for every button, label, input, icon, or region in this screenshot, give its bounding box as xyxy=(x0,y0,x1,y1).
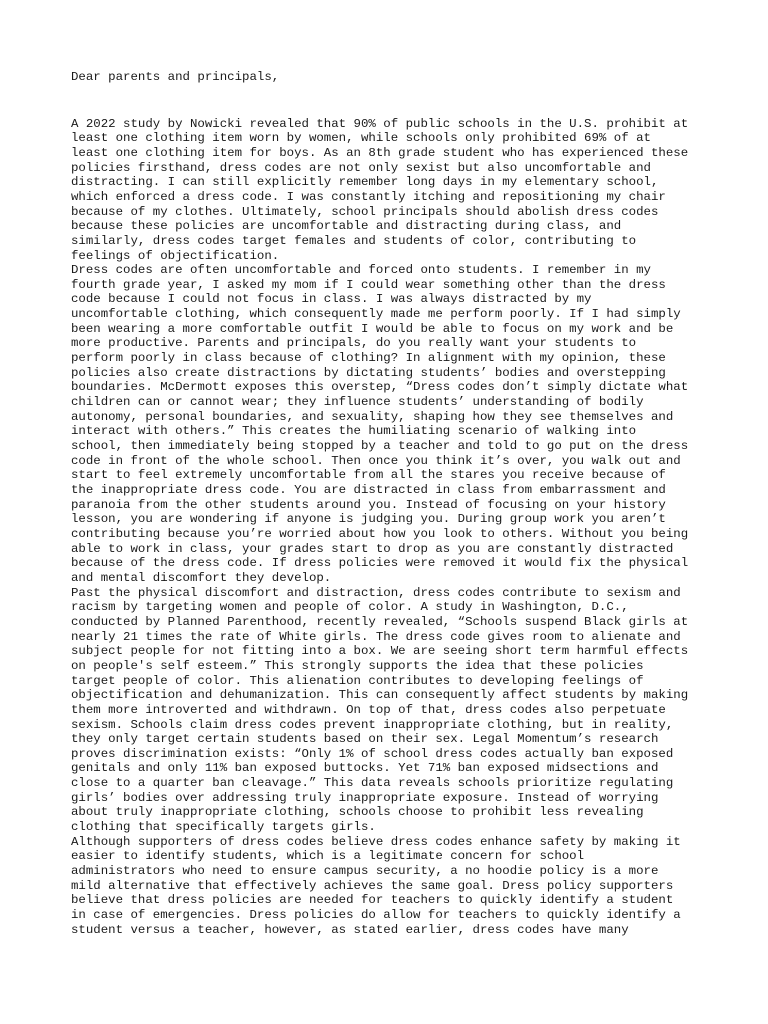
text-line: because these policies are uncomfortable and distracting during class, and xyxy=(71,219,622,234)
text-line: school, then immediately being stopped by a teacher and told to go put on the dress xyxy=(71,439,689,454)
text-line: uncomfortable clothing, which consequently made me perform poorly. If I had simply xyxy=(71,307,681,322)
text-line: paranoia from the other students around you. Instead of focusing on your history xyxy=(71,497,666,512)
text-line: Past the physical discomfort and distraction, dress codes contribute to sexism and xyxy=(71,585,681,600)
text-line: target people of color. This alienation contributes to developing feelings of xyxy=(71,673,644,688)
text-line: because of my clothes. Ultimately, school principals should abolish dress codes xyxy=(71,204,659,219)
text-line: interact with others.” This creates the humiliating scenario of walking into xyxy=(71,424,637,439)
text-line: boundaries. McDermott exposes this overstep, “Dress codes don’t simply dictate what xyxy=(71,380,689,395)
text-line: believe that dress policies are needed for teachers to quickly identify a student xyxy=(71,893,674,908)
text-line: fourth grade year, I asked my mom if I could wear something other than the dress xyxy=(71,277,666,292)
text-line: least one clothing item for boys. As an 8th grade student who has experienced these xyxy=(71,145,689,160)
text-line: which enforced a dress code. I was constantly itching and repositioning my chair xyxy=(71,189,666,204)
text-line: easier to identify students, which is a legitimate concern for school xyxy=(71,849,585,864)
text-line: clothing that specifically targets girls. xyxy=(71,820,376,835)
text-line: lesson, you are wondering if anyone is judging you. During group work you aren’t xyxy=(71,512,666,527)
text-line: Dress codes are often uncomfortable and forced onto students. I remember in my xyxy=(71,263,651,278)
text-line: objectification and dehumanization. This can consequently affect students by making xyxy=(71,688,689,703)
text-line: more productive. Parents and principals, do you really want your students to xyxy=(71,336,637,351)
text-line: children can or cannot wear; they influence students’ understanding of bodily xyxy=(71,395,644,410)
text-line: in case of emergencies. Dress policies do allow for teachers to quickly identify a xyxy=(71,908,681,923)
text-line: them more introverted and withdrawn. On top of that, dress codes also perpetuate xyxy=(71,702,666,717)
text-line: genitals and only 11% ban exposed buttocks. Yet 71% ban exposed midsections and xyxy=(71,761,659,776)
text-line: because of the dress code. If dress policies were removed it would fix the physical xyxy=(71,556,689,571)
text-line: code in front of the whole school. Then once you think it’s over, you walk out and xyxy=(71,453,681,468)
text-line: and mental discomfort they develop. xyxy=(71,570,332,585)
letter-body xyxy=(71,117,711,938)
text-line: close to a quarter ban cleavage.” This data reveals schools prioritize regulating xyxy=(71,776,674,791)
text-line: autonomy, personal boundaries, and sexuality, shaping how they see themselves and xyxy=(71,409,674,424)
text-line: code because I could not focus in class. I was always distracted by my xyxy=(71,292,592,307)
text-line: A 2022 study by Nowicki revealed that 90% of public schools in the U.S. prohibit at xyxy=(71,116,689,131)
text-line: proves discrimination exists: “Only 1% of school dress codes actually ban exposed xyxy=(71,746,674,761)
text-line: girls’ bodies over addressing truly inappropriate exposure. Instead of worrying xyxy=(71,790,659,805)
text-line: perform poorly in class because of clothing? In alignment with my opinion, these xyxy=(71,351,666,366)
text-line: contributing because you’re worried about how you look to others. Without you being xyxy=(71,526,689,541)
document-page xyxy=(71,70,711,937)
text-line: they only target certain students based on their sex. Legal Momentum’s research xyxy=(71,732,659,747)
text-line: distracting. I can still explicitly remember long days in my elementary school, xyxy=(71,175,659,190)
text-line: start to feel extremely uncomfortable from all the stares you receive because of xyxy=(71,468,666,483)
text-line: racism by targeting women and people of color. A study in Washington, D.C., xyxy=(71,600,629,615)
text-line: able to work in class, your grades start to drop as you are constantly distracted xyxy=(71,541,674,556)
text-line: subject people for not fitting into a box. We are seeing short term harmful effects xyxy=(71,644,689,659)
text-line: policies firsthand, dress codes are not only sexist but also uncomfortable and xyxy=(71,160,651,175)
text-line: least one clothing item worn by women, while schools only prohibited 69% of at xyxy=(71,131,651,146)
salutation: Dear parents and principals, xyxy=(71,70,280,84)
text-line: been wearing a more comfortable outfit I would be able to focus on my work and be xyxy=(71,321,674,336)
text-line: similarly, dress codes target females and students of color, contributing to xyxy=(71,233,637,248)
text-line: the inappropriate dress code. You are distracted in class from embarrassment and xyxy=(71,483,666,497)
text-line: Although supporters of dress codes believe dress codes enhance safety by making it xyxy=(71,834,681,849)
text-line: conducted by Planned Parenthood, recently revealed, “Schools suspend Black girls at xyxy=(71,614,689,629)
text-line: mild alternative that effectively achieves the same goal. Dress policy supporters xyxy=(71,878,674,893)
text-line: sexism. Schools claim dress codes prevent inappropriate clothing, but in reality, xyxy=(71,717,674,732)
text-line: about truly inappropriate clothing, schools choose to prohibit less revealing xyxy=(71,805,644,820)
text-line: feelings of objectification. xyxy=(71,248,280,263)
text-line: nearly 21 times the rate of White girls. The dress code gives room to alienate and xyxy=(71,629,681,644)
text-line: on people's self esteem.” This strongly supports the idea that these policies xyxy=(71,658,644,673)
text-line: student versus a teacher, however, as stated earlier, dress codes have many xyxy=(71,922,629,937)
text-line: administrators who need to ensure campus security, a no hoodie policy is a more xyxy=(71,864,659,879)
text-line: policies also create distractions by dictating students’ bodies and overstepping xyxy=(71,365,666,380)
